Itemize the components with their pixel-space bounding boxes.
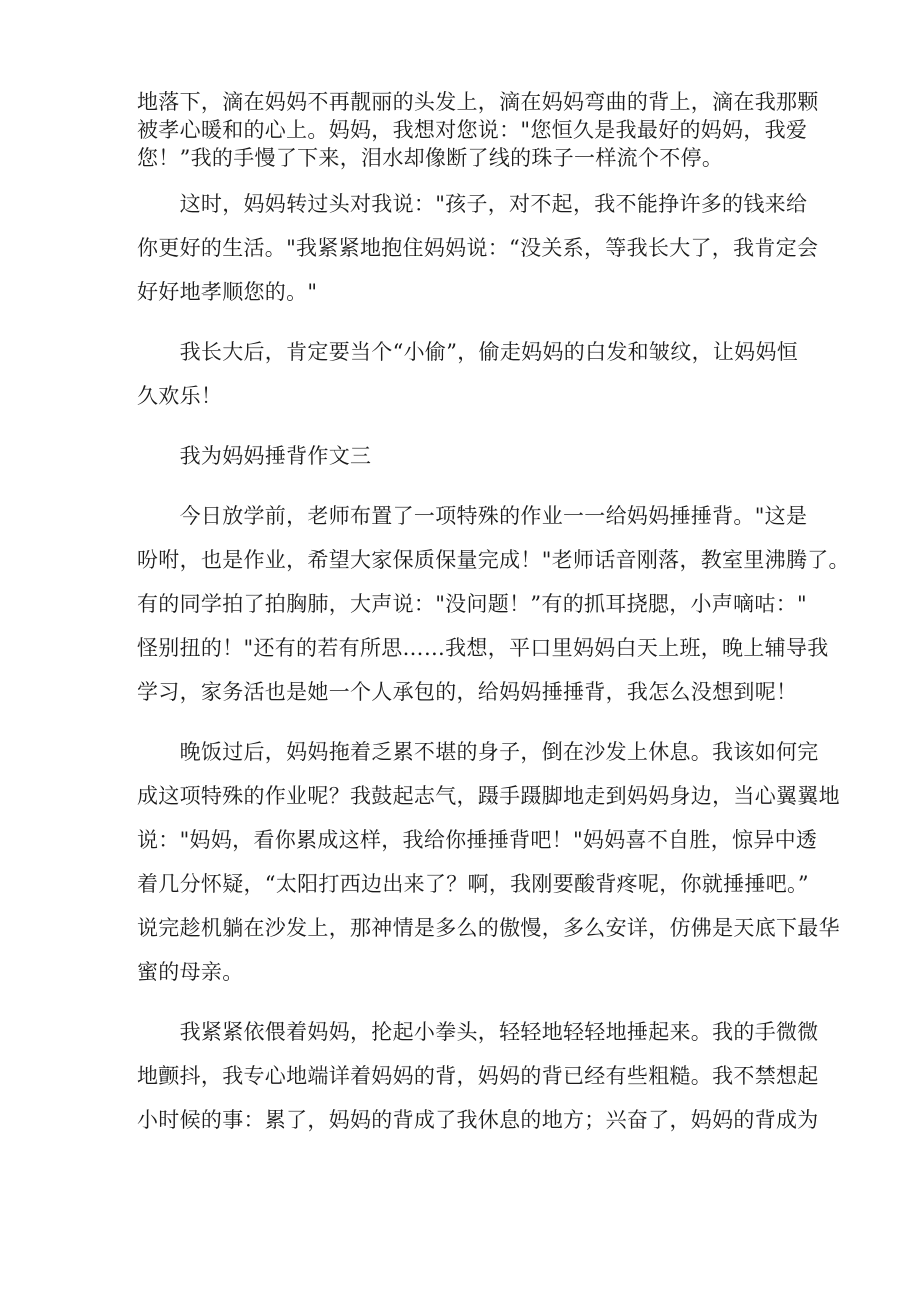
paragraph-line: 被孝心暖和的心上。妈妈，我想对您说："您恒久是我最好的妈妈，我爱 — [137, 118, 808, 142]
paragraph-5 — [137, 730, 840, 994]
paragraph-line: 好好地孝顺您的。" — [137, 280, 318, 304]
paragraph-line: 我紧紧依偎着妈妈，抡起小拳头，轻轻地轻轻地捶起来。我的手微微 — [137, 1020, 819, 1044]
paragraph-line: 着几分怀疑，“太阳打西边出来了？啊，我刚要酸背疼呢，你就捶捶吧。” — [137, 872, 809, 896]
paragraph-line: 学习，家务活也是她一个人承包的，给妈妈捶捶背，我怎么没想到呢！ — [137, 680, 798, 704]
section-heading — [137, 434, 787, 478]
paragraph-line: 吩咐，也是作业，希望大家保质保量完成！"老师话音刚落，教室里沸腾了。 — [137, 548, 850, 572]
paragraph-line: 久欢乐！ — [137, 384, 223, 408]
paragraph-3 — [137, 330, 799, 418]
paragraph-line: 怪别扭的！"还有的若有所思……我想，平口里妈妈白天上班，晚上辅导我 — [137, 636, 829, 660]
paragraph-line: 地颤抖，我专心地端详着妈妈的背，妈妈的背已经有些粗糙。我不禁想起 — [137, 1064, 819, 1088]
document-page — [137, 88, 850, 1142]
paragraph-1 — [137, 88, 819, 172]
paragraph-line: 这时，妈妈转过头对我说："孩子，对不起，我不能挣许多的钱来给 — [137, 192, 808, 216]
paragraph-line: 晚饭过后，妈妈拖着乏累不堪的身子，倒在沙发上休息。我该如何完 — [137, 740, 819, 764]
paragraph-line: 蜜的母亲。 — [137, 960, 244, 984]
paragraph-line: 地落下，滴在妈妈不再靓丽的头发上，滴在妈妈弯曲的背上，滴在我那颗 — [137, 90, 819, 114]
paragraph-line: 今日放学前，老师布置了一项特殊的作业一一给妈妈捶捶背。"这是 — [137, 504, 808, 528]
paragraph-line: 您！”我的手慢了下来，泪水却像断了线的珠子一样流个不停。 — [137, 146, 724, 170]
heading-line: 我为妈妈捶背作文三 — [137, 444, 372, 468]
paragraph-line: 小时候的事：累了，妈妈的背成了我休息的地方；兴奋了，妈妈的背成为 — [137, 1108, 819, 1132]
paragraph-4 — [137, 494, 850, 714]
paragraph-2 — [137, 182, 819, 314]
paragraph-line: 我长大后，肯定要当个“小偷”，偷走妈妈的白发和皱纹，让妈妈恒 — [137, 340, 799, 364]
paragraph-line: 成这项特殊的作业呢？我鼓起志气，蹑手蹑脚地走到妈妈身边，当心翼翼地 — [137, 784, 840, 808]
paragraph-line: 有的同学拍了拍胸肺，大声说："没问题！”有的抓耳挠腮，小声嘀咕：" — [137, 592, 807, 616]
paragraph-line: 说："妈妈，看你累成这样，我给你捶捶背吧！"妈妈喜不自胜，惊异中透 — [137, 828, 818, 852]
paragraph-line: 你更好的生活。"我紧紧地抱住妈妈说：“没关系，等我长大了，我肯定会 — [137, 236, 819, 260]
paragraph-6 — [137, 1010, 819, 1142]
paragraph-line: 说完趁机躺在沙发上，那神情是多么的傲慢，多么安详，仿佛是天底下最华 — [137, 916, 840, 940]
